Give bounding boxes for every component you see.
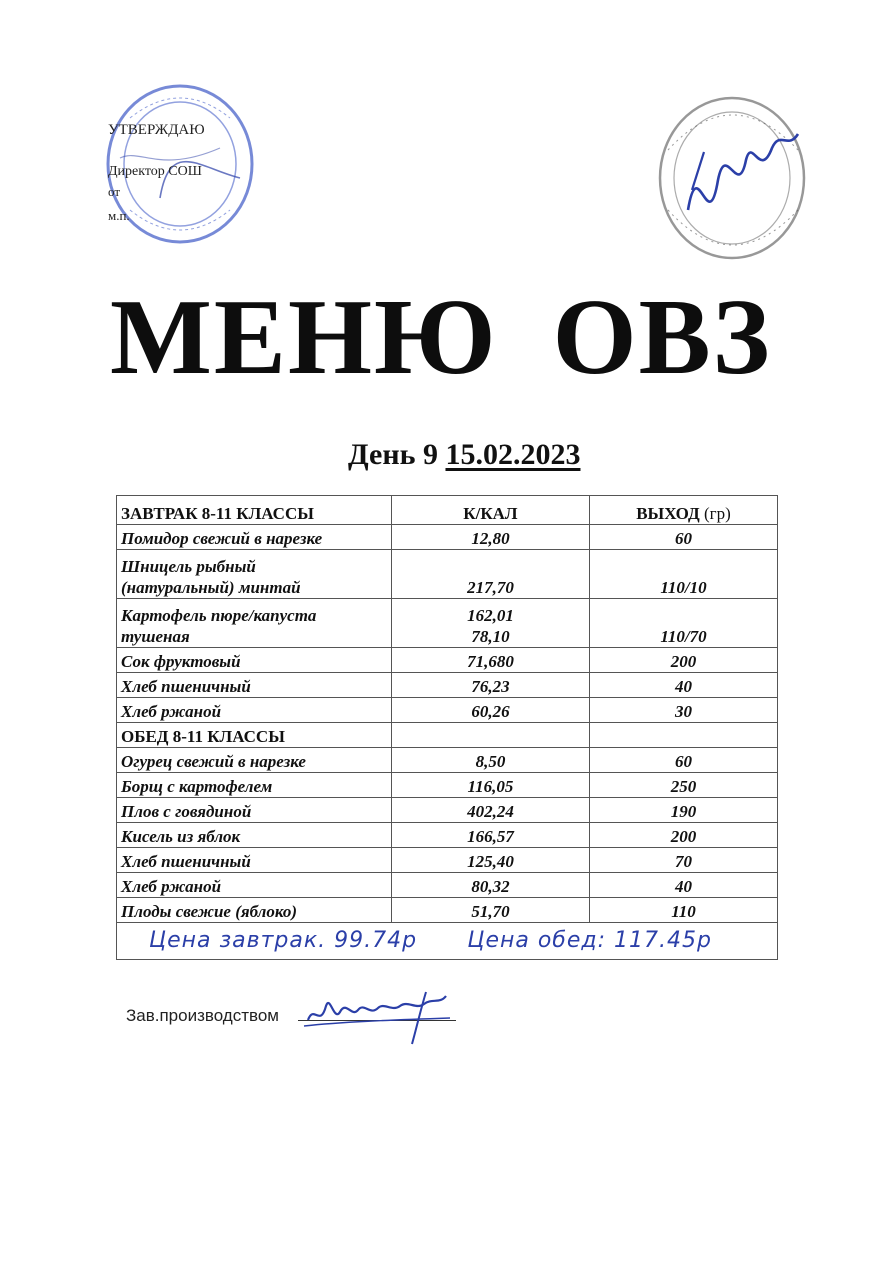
dish-kcal: 60,26 xyxy=(391,698,589,723)
dish-output: 40 xyxy=(590,673,778,698)
dish-kcal: 12,80 xyxy=(391,525,589,550)
table-row xyxy=(117,648,778,673)
table-row xyxy=(117,550,778,599)
dish-kcal-line1: 162,01 xyxy=(467,606,514,625)
dish-name: Сок фруктовый xyxy=(117,648,392,673)
dish-name: Хлеб пшеничный xyxy=(117,673,392,698)
dish-name xyxy=(117,599,392,648)
production-manager-label: Зав.производством xyxy=(126,1006,279,1025)
dish-name: Помидор свежий в нарезке xyxy=(117,525,392,550)
dish-kcal-line2: 78,10 xyxy=(471,627,510,646)
dish-name: Плоды свежие (яблоко) xyxy=(117,898,392,923)
dish-kcal: 8,50 xyxy=(391,748,589,773)
table-header-row xyxy=(117,496,778,525)
director-signature xyxy=(688,134,798,210)
dish-kcal: 125,40 xyxy=(391,848,589,873)
lunch-header-row xyxy=(117,723,778,748)
dish-kcal: 80,32 xyxy=(391,873,589,898)
kcal-header: К/КАЛ xyxy=(391,496,589,525)
dish-output: 110/10 xyxy=(590,550,778,599)
dish-output: 110 xyxy=(590,898,778,923)
day-date: 15.02.2023 xyxy=(445,438,581,471)
dish-name: Хлеб пшеничный xyxy=(117,848,392,873)
dish-output: 200 xyxy=(590,648,778,673)
approve-role: Директор СОШ xyxy=(108,164,202,179)
dish-output: 190 xyxy=(590,798,778,823)
dish-name: Борщ с картофелем xyxy=(117,773,392,798)
dish-name-line2: тушеная xyxy=(121,627,190,646)
approve-title: УТВЕРЖДАЮ xyxy=(108,122,205,138)
dish-output: 60 xyxy=(590,525,778,550)
seal-stamp xyxy=(648,90,808,265)
manager-signature xyxy=(300,982,470,1052)
table-row xyxy=(117,525,778,550)
empty-cell xyxy=(590,723,778,748)
approve-mp: м.п. xyxy=(108,208,130,223)
dish-kcal: 166,57 xyxy=(391,823,589,848)
output-header xyxy=(590,496,778,525)
table-row xyxy=(117,698,778,723)
dish-output: 60 xyxy=(590,748,778,773)
dish-name: Огурец свежий в нарезке xyxy=(117,748,392,773)
dish-name: Кисель из яблок xyxy=(117,823,392,848)
table-row xyxy=(117,873,778,898)
day-label: День 9 xyxy=(348,438,438,471)
dish-kcal: 116,05 xyxy=(391,773,589,798)
dish-kcal: 402,24 xyxy=(391,798,589,823)
table-row xyxy=(117,748,778,773)
lunch-header: ОБЕД 8-11 КЛАССЫ xyxy=(117,723,392,748)
dish-name-line1: Шницель рыбный xyxy=(121,557,256,576)
breakfast-header: ЗАВТРАК 8-11 КЛАССЫ xyxy=(117,496,392,525)
lunch-price: Цена обед: 117.45р xyxy=(467,928,712,953)
approve-from: от xyxy=(108,184,121,199)
table-row xyxy=(117,673,778,698)
dish-kcal: 76,23 xyxy=(391,673,589,698)
dish-name xyxy=(117,550,392,599)
dish-kcal: 217,70 xyxy=(391,550,589,599)
dish-output: 110/70 xyxy=(590,599,778,648)
output-header-label: ВЫХОД xyxy=(636,504,700,523)
dish-kcal: 71,680 xyxy=(391,648,589,673)
dish-name-line2: (натуральный) минтай xyxy=(121,578,301,597)
table-row xyxy=(117,898,778,923)
dish-output: 30 xyxy=(590,698,778,723)
dish-kcal xyxy=(391,599,589,648)
empty-cell xyxy=(391,723,589,748)
table-row xyxy=(117,823,778,848)
price-row xyxy=(117,923,778,960)
price-cell xyxy=(117,923,778,960)
menu-table xyxy=(116,495,778,960)
page-title: МЕНЮ ОВЗ xyxy=(110,278,772,397)
dish-name: Хлеб ржаной xyxy=(117,698,392,723)
dish-output: 200 xyxy=(590,823,778,848)
dish-name-line1: Картофель пюре/капуста xyxy=(121,606,317,625)
table-row xyxy=(117,599,778,648)
dish-output: 70 xyxy=(590,848,778,873)
breakfast-price: Цена завтрак. 99.74р xyxy=(149,928,418,953)
output-header-unit: (гр) xyxy=(703,504,731,523)
day-line xyxy=(348,438,580,472)
dish-output: 40 xyxy=(590,873,778,898)
dish-name: Плов с говядиной xyxy=(117,798,392,823)
dish-name: Хлеб ржаной xyxy=(117,873,392,898)
table-row xyxy=(117,798,778,823)
dish-output: 250 xyxy=(590,773,778,798)
table-row xyxy=(117,848,778,873)
table-row xyxy=(117,773,778,798)
dish-kcal: 51,70 xyxy=(391,898,589,923)
